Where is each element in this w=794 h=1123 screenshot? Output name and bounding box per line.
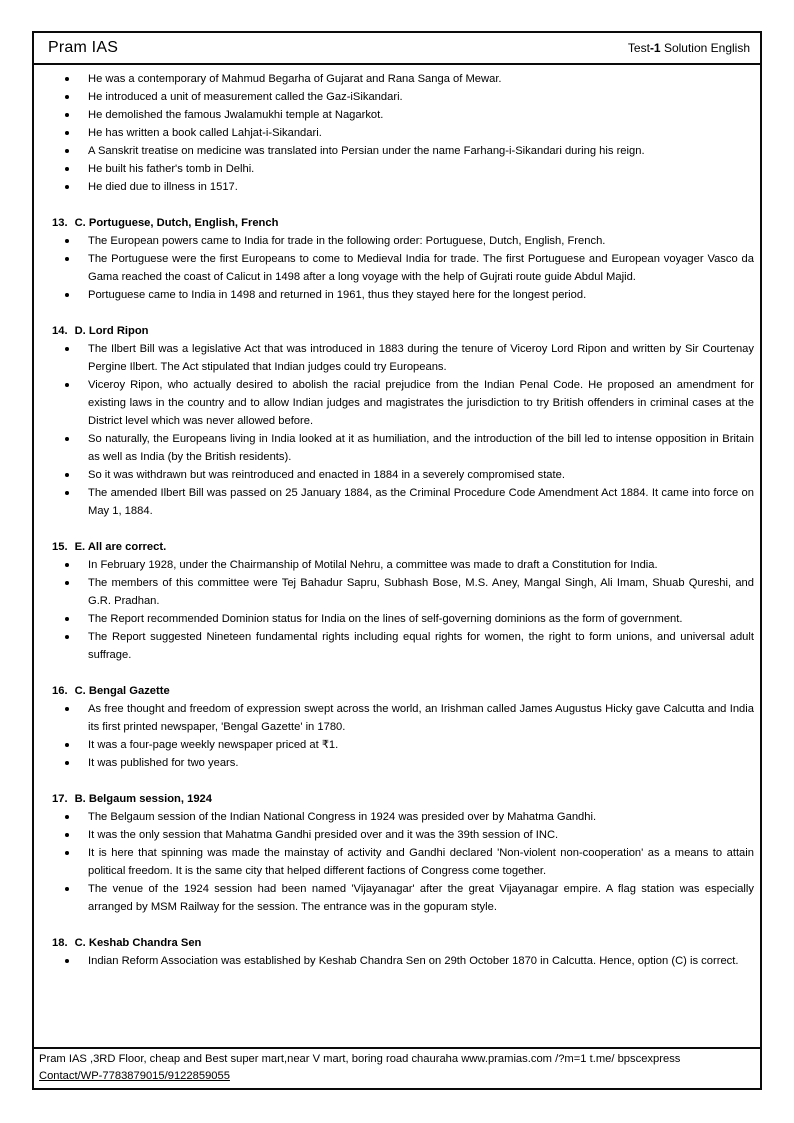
bullet-list	[52, 232, 754, 304]
answer-title: D. Lord Ripon	[74, 325, 149, 337]
bullet-list	[52, 700, 754, 772]
list-item: In February 1928, under the Chairmanship of Motilal Nehru, a committee was made to draft a Constitution for India.	[52, 556, 754, 574]
test-label	[628, 41, 750, 55]
test-label-number: -1	[649, 41, 661, 55]
section-heading	[52, 214, 754, 232]
section-heading	[52, 790, 754, 808]
intro-bullet-list	[52, 70, 754, 196]
list-item: He died due to illness in 1517.	[52, 178, 754, 196]
list-item: The Belgaum session of the Indian National Congress in 1924 was presided over by Mahatma Gandhi.	[52, 808, 754, 826]
test-label-suffix: Solution English	[660, 41, 750, 55]
list-item: Indian Reform Association was established by Keshab Chandra Sen on 29th October 1870 in Calcutta. Hence, option (C) is correct.	[52, 952, 754, 970]
section-heading	[52, 538, 754, 556]
question-number: 13.	[52, 217, 68, 229]
list-item: It was a four-page weekly newspaper priced at ₹1.	[52, 736, 754, 754]
footer-contact: Contact/WP-7783879015/9122859055	[39, 1070, 230, 1082]
list-item: The Report recommended Dominion status for India on the lines of self-governing dominions as the form of government.	[52, 610, 754, 628]
list-item: It was published for two years.	[52, 754, 754, 772]
section-heading	[52, 934, 754, 952]
list-item: Viceroy Ripon, who actually desired to abolish the racial prejudice from the Indian Penal Code. He proposed an amendment for existing laws in the country and to allow Indian judges and magistrates the jurisdiction to try British offenders in criminal cases at the District level which was never allowed before.	[52, 376, 754, 430]
section-heading	[52, 322, 754, 340]
list-item: It is here that spinning was made the mainstay of activity and Gandhi declared 'Non-violent non-cooperation' as a means to attain political freedom. It is the same city that helped different factions of Congress come together.	[52, 844, 754, 880]
page-header	[34, 33, 760, 65]
bullet-list	[52, 952, 754, 970]
page-footer	[34, 1047, 760, 1088]
brand-title: Pram IAS	[48, 39, 119, 56]
list-item: The Ilbert Bill was a legislative Act that was introduced in 1883 during the tenure of Viceroy Lord Ripon and written by Sir Courtenay Pergine Ilbert. The Act stipulated that Indian judges could try Europeans.	[52, 340, 754, 376]
section-answer-18	[52, 934, 754, 970]
section-answer-14	[52, 322, 754, 520]
list-item: The Portuguese were the first Europeans to come to Medieval India for trade. The first Portuguese and European voyager Vasco da Gama reached the coast of Calicut in 1498 after a long voyage with the help of Gujrati route guide Abdul Majid.	[52, 250, 754, 286]
answer-title: C. Bengal Gazette	[74, 685, 170, 697]
list-item: So it was withdrawn but was reintroduced and enacted in 1884 in a severely compromised state.	[52, 466, 754, 484]
section-heading	[52, 682, 754, 700]
list-item: The members of this committee were Tej Bahadur Sapru, Subhash Bose, M.S. Aney, Mangal Singh, Ali Imam, Shuab Qureshi, and G.R. Pradhan.	[52, 574, 754, 610]
document-page	[32, 31, 762, 1090]
section-answer-16	[52, 682, 754, 772]
answer-title: C. Keshab Chandra Sen	[74, 937, 202, 949]
list-item: He built his father's tomb in Delhi.	[52, 160, 754, 178]
bullet-list	[52, 556, 754, 664]
question-number: 18.	[52, 937, 68, 949]
question-number: 15.	[52, 541, 68, 553]
list-item: It was the only session that Mahatma Gandhi presided over and it was the 39th session of INC.	[52, 826, 754, 844]
list-item: The European powers came to India for trade in the following order: Portuguese, Dutch, English, French.	[52, 232, 754, 250]
question-number: 16.	[52, 685, 68, 697]
list-item: The venue of the 1924 session had been named 'Vijayanagar' after the great Vijayanagar empire. A flag station was especially arranged by MSM Railway for the session. The entrance was in the gopuram style.	[52, 880, 754, 916]
list-item: Portuguese came to India in 1498 and returned in 1961, thus they stayed here for the longest period.	[52, 286, 754, 304]
test-label-prefix: Test	[627, 41, 650, 55]
section-answer-15	[52, 538, 754, 664]
list-item: A Sanskrit treatise on medicine was translated into Persian under the name Farhang-i-Sikandari during his reign.	[52, 142, 754, 160]
list-item: He was a contemporary of Mahmud Begarha of Gujarat and Rana Sanga of Mewar.	[52, 70, 754, 88]
list-item: He has written a book called Lahjat-i-Sikandari.	[52, 124, 754, 142]
list-item: So naturally, the Europeans living in India looked at it as humiliation, and the introduction of the bill led to intense opposition in Britain as well as India (by the British residents).	[52, 430, 754, 466]
document-body	[34, 65, 760, 970]
bullet-list	[52, 808, 754, 916]
section-answer-17	[52, 790, 754, 916]
list-item: The Report suggested Nineteen fundamental rights including equal rights for women, the right to form unions, and universal adult suffrage.	[52, 628, 754, 664]
footer-address: Pram IAS ,3RD Floor, cheap and Best super mart,near V mart, boring road chauraha www.pramias.com /?m=1 t.me/ bpscexpress	[39, 1053, 681, 1065]
answer-title: E. All are correct.	[74, 541, 167, 553]
bullet-list	[52, 340, 754, 520]
answer-title: B. Belgaum session, 1924	[74, 793, 212, 805]
list-item: As free thought and freedom of expression swept across the world, an Irishman called James Augustus Hicky gave Calcutta and India its first printed newspaper, 'Bengal Gazette' in 1780.	[52, 700, 754, 736]
answer-title: C. Portuguese, Dutch, English, French	[74, 217, 279, 229]
list-item: He demolished the famous Jwalamukhi temple at Nagarkot.	[52, 106, 754, 124]
list-item: The amended Ilbert Bill was passed on 25 January 1884, as the Criminal Procedure Code Amendment Act 1884. It came into force on May 1, 1884.	[52, 484, 754, 520]
list-item: He introduced a unit of measurement called the Gaz-iSikandari.	[52, 88, 754, 106]
section-answer-13	[52, 214, 754, 304]
question-number: 17.	[52, 793, 68, 805]
question-number: 14.	[52, 325, 68, 337]
